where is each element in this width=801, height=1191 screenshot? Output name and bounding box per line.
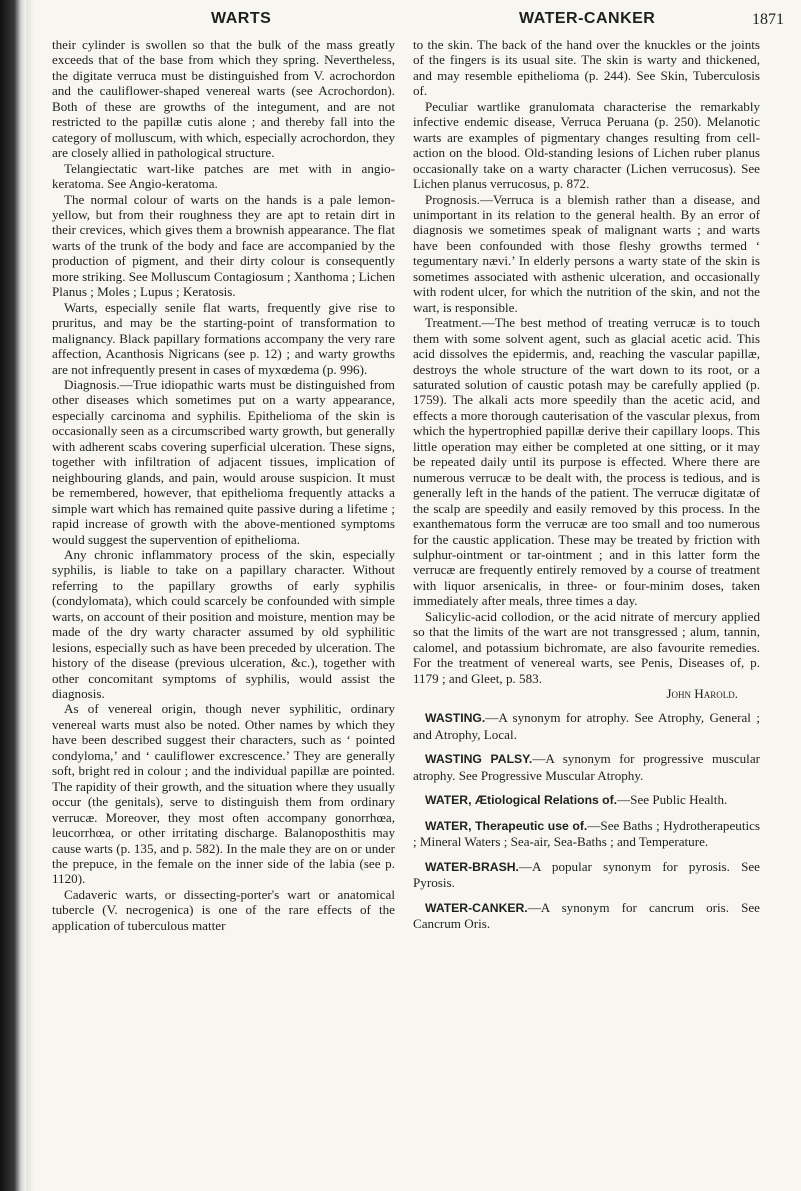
paragraph: Cadaveric warts, or dissecting-porter's wart or anatomical tubercle (V. necrogenica) is one of the rare effects of the application of tuberculous matter bbox=[52, 886, 395, 933]
author-signature: John Harold. bbox=[666, 686, 738, 702]
entry-headword: WASTING PALSY. bbox=[425, 752, 533, 767]
entry-text: —See Public Health. bbox=[617, 792, 728, 808]
paragraph: Diagnosis.—True idiopathic warts must be distinguished from other diseases which sometimes put on a warty appearance, especially carcinoma and syphilis. Epithelioma of the skin is occasionally seen as a circumscribed warty growth, but generally with adherent scabs covering superficial ulceration. These signs, together with infiltration of adjacent tissues, implication of neighbouring glands, and pain, would arouse suspicion. It must be remembered, however, that epithelioma frequently attacks a simple wart which has remained quite passive during a lifetime ; rapid increase of growth with the above-mentioned symptoms would suggest the supervention of epithelioma. bbox=[52, 376, 395, 547]
entry-headword: WATER, Ætiological Relations of. bbox=[425, 793, 618, 808]
entry-headword: WATER-BRASH. bbox=[425, 859, 519, 874]
entry-text: —A popular synonym for pyrosis. See Pyrosis. bbox=[413, 858, 760, 891]
entry-headword: WATER-CANKER. bbox=[425, 900, 528, 915]
left-column bbox=[52, 37, 395, 1187]
paragraph: Any chronic inflammatory process of the skin, especially syphilis, is liable to take on a papillary character. Without referring to the papillary growths of early syphilis (condylomata), which could scarcely be confounded with simple warts, on account of their position and moisture, mention may be made of the dry warty character assumed by old syphilitic lesions, especially such as have been preceded by ulceration. The history of the disease (previous ulceration, &c.), together with other concomitant symptoms of syphilis, would assist the diagnosis. bbox=[52, 546, 395, 702]
paragraph: Peculiar wartlike granulomata characterise the remarkably infective endemic disease, Verruca Peruana (p. 250). Melanotic warts are examples of pigmentary changes resulting from cell-action on the blood. Old-standing lesions of Lichen ruber planus occasionally take on a warty character (Lichen verrucosus). See Lichen planus verrucosus, p. 872. bbox=[413, 98, 760, 192]
entry-headword: WATER, Therapeutic use of. bbox=[425, 818, 588, 833]
paragraph: Telangiectatic wart-like patches are met with in angio-keratoma. See Angio-keratoma. bbox=[52, 160, 395, 192]
dictionary-entry bbox=[413, 859, 760, 891]
paragraph: As of venereal origin, though never syphilitic, ordinary venereal warts must also be noted. Other names by which they have been described suggest their characters, such as ‘ pointed condyloma,’ and ‘ cauliflower excrescence.’ They are generally soft, bright red in colour ; and the individual papillæ are pointed. The rapidity of their growth, and the situation where they usually occur (the genitals), serve to distinguish them from ordinary verrucæ. Moreover, they most often accompany gonorrhœa, leucorrhœa, or other irritating discharge. Balanoposthitis may cause warts (p. 135, and p. 582). In the male they are on or under the prepuce, in the female on the inner side of the labia (see p. 1120). bbox=[52, 701, 395, 887]
paragraph: The normal colour of warts on the hands is a pale lemon-yellow, but from their roughness they are apt to retain dirt in their crevices, which gives them a brownish appearance. The flat warts of the trunk of the body and face are accompanied by the production of pigment, and their dirty colour is consequently more striking. See Molluscum Contagiosum ; Xanthoma ; Lichen Planus ; Moles ; Lupus ; Keratosis. bbox=[52, 191, 395, 300]
dictionary-entry bbox=[413, 818, 760, 850]
paragraph: Treatment.—The best method of treating verrucæ is to touch them with some solvent agent, such as glacial acetic acid. This acid dissolves the epidermis, and, reaching the vascular papillæ, destroys the whole structure of the wart down to its root, or a saturated solution of caustic potash may be carefully applied (p. 1759). The alkali acts more speedily than the acetic acid, and effects a more thorough cauterisation of the vascular plexus, from which the hypertrophied papillæ derive their capillary loops. This little operation may either be completed at one sitting, or it may be repeated daily until its purpose is effected. Where there are numerous verrucæ to be dealt with, the process is tedious, and is generally left in the hands of the patient. The verrucæ digitatæ of the scalp are speedily and easily removed by this process. In the exanthematous form the verrucæ are too small and too numerous for the caustic application. These may be treated by friction with sulphur-ointment or tar-ointment ; and in this latter form the verrucæ are frequently entirely removed by a course of treatment with liquor arsenicalis, in three- or four-minim doses, taken immediately after meals, three times a day. bbox=[413, 315, 760, 609]
entry-text: —See Baths ; Hydrotherapeutics ; Mineral Waters ; Sea-air, Sea-Baths ; and Temperature. bbox=[413, 817, 760, 850]
book-binding-shadow bbox=[0, 0, 26, 1191]
entry-text: —A synonym for cancrum oris. See Cancrum Oris. bbox=[413, 899, 760, 932]
running-head-right: WATER-CANKER bbox=[519, 10, 656, 27]
right-column bbox=[413, 37, 760, 1187]
paragraph: Prognosis.—Verruca is a blemish rather than a disease, and unimportant in its relation to the general health. By an error of diagnosis we sometimes speak of malignant warts ; and warts have been confounded with those fleshy growths termed ‘ tegumentary nævi.’ In elderly persons a warty state of the skin is sometimes associated with asthenic ulceration, and occasionally with rodent ulcer, for which the nutrition of the skin, and not the wart, is responsible. bbox=[413, 191, 760, 315]
paragraph: Salicylic-acid collodion, or the acid nitrate of mercury applied so that the limits of the wart are not transgressed ; alum, tannin, calomel, and potassium bichromate, are also favourite remedies. For the treatment of venereal warts, see Penis, Diseases of, p. 1179 ; and Gleet, p. 583. bbox=[413, 608, 760, 686]
running-header bbox=[0, 8, 801, 32]
page-number: 1871 bbox=[752, 11, 784, 28]
entry-text: —A synonym for progressive muscular atrophy. See Progressive Muscular Atrophy. bbox=[413, 751, 760, 783]
running-head-left: WARTS bbox=[211, 10, 272, 27]
dictionary-entry bbox=[413, 710, 760, 742]
paragraph: to the skin. The back of the hand over the knuckles or the joints of the fingers is its usual site. The skin is warty and thickened, and may resemble epithelioma (p. 244). See Skin, Tuberculosis of. bbox=[413, 37, 760, 99]
entry-text: —A synonym for atrophy. See Atrophy, General ; and Atrophy, Local. bbox=[413, 710, 760, 742]
dictionary-entry bbox=[413, 792, 760, 808]
paragraph: their cylinder is swollen so that the bulk of the mass greatly exceeds that of the base from which they spring. Nevertheless, the digitate verruca must be distinguished from V. acrochordon and the cauliflower-shaped venereal warts (see Acrochordon). Both of these are growths of the integument, and are not restricted to the papillæ cutis alone ; and thereby fall into the category of molluscum, with which, especially acrochordon, they are closely allied in pathological structure. bbox=[52, 37, 395, 161]
entry-headword: WASTING. bbox=[425, 711, 486, 726]
paragraph: Warts, especially senile flat warts, frequently give rise to pruritus, and may be the starting-point of transformation to malignancy. Black papillary formations accompany the very rare affection, Acanthosis Nigricans (see p. 12) ; and warty growths are not infrequently present in cases of myxœdema (p. 996). bbox=[52, 299, 395, 377]
dictionary-entry bbox=[413, 900, 760, 932]
dictionary-entry bbox=[413, 751, 760, 783]
